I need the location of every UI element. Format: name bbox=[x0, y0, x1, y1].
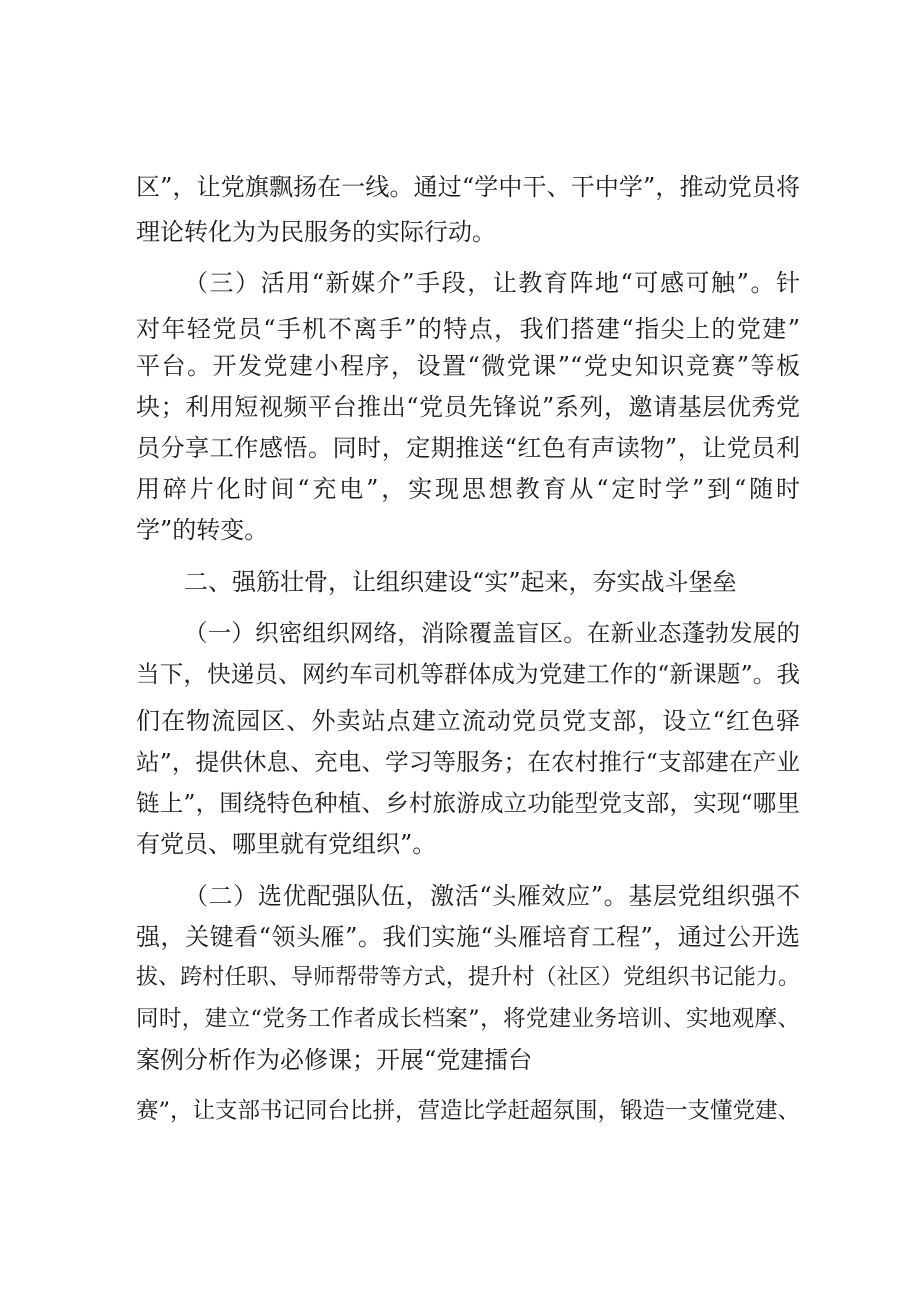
text-line: 拔、跨村任职、导师帮带等方式，提升村（社区）党组织书记能力。 bbox=[136, 965, 800, 990]
text-line: 案例分析作为必修课；开展“党建擂台 bbox=[136, 1046, 533, 1074]
text-line: 学”的转变。 bbox=[136, 516, 269, 544]
text-line: 赛”，让支部书记同台比拼，营造比学赶超氛围，锻造一支懂党建、 bbox=[136, 1098, 800, 1124]
text-line: 同时，建立“党务工作者成长档案”，将党建业务培训、实地观摩、 bbox=[136, 1006, 800, 1032]
text-line: 们在物流园区、外卖站点建立流动党员党支部，设立“红色驿 bbox=[136, 707, 800, 735]
text-line: 链上”，围绕特色种植、乡村旅游成立功能型党支部，实现“哪里 bbox=[136, 789, 800, 817]
text-line: 块；利用短视频平台推出“党员先锋说”系列，邀请基层优秀党 bbox=[136, 393, 800, 421]
text-line: 用碎片化时间“充电”，实现思想教育从“定时学”到“随时 bbox=[136, 475, 800, 503]
text-line: 强，关键看“领头雁”。我们实施“头雁培育工程”，通过公开选 bbox=[136, 923, 800, 951]
text-line: （三）活用“新媒介”手段，让教育阵地“可感可触”。针 bbox=[184, 269, 800, 297]
text-line: 区”，让党旗飘扬在一线。通过“学中干、干中学”，推动党员将 bbox=[136, 173, 800, 201]
section-heading: 二、强筋壮骨，让组织建设“实”起来，夯实战斗堡垒 bbox=[184, 568, 737, 596]
text-line: （一）织密组织网络，消除覆盖盲区。在新业态蓬勃发展的 bbox=[184, 619, 800, 647]
text-line: 有党员、哪里就有党组织”。 bbox=[136, 830, 437, 858]
text-line: 员分享工作感悟。同时，定期推送“红色有声读物”，让党员利 bbox=[136, 434, 800, 462]
text-line: 理论转化为为民服务的实际行动。 bbox=[136, 218, 496, 246]
text-line: 对年轻党员“手机不离手”的特点，我们搭建“指尖上的党建” bbox=[136, 315, 800, 343]
text-line: （二）选优配强队伍，激活“头雁效应”。基层党组织强不 bbox=[184, 882, 800, 910]
text-line: 当下，快递员、网约车司机等群体成为党建工作的“新课题”。我 bbox=[136, 660, 800, 688]
text-line: 站”，提供休息、充电、学习等服务；在农村推行“支部建在产业 bbox=[136, 748, 800, 776]
text-line: 平台。开发党建小程序，设置“微党课”“党史知识竞赛”等板 bbox=[136, 352, 800, 380]
